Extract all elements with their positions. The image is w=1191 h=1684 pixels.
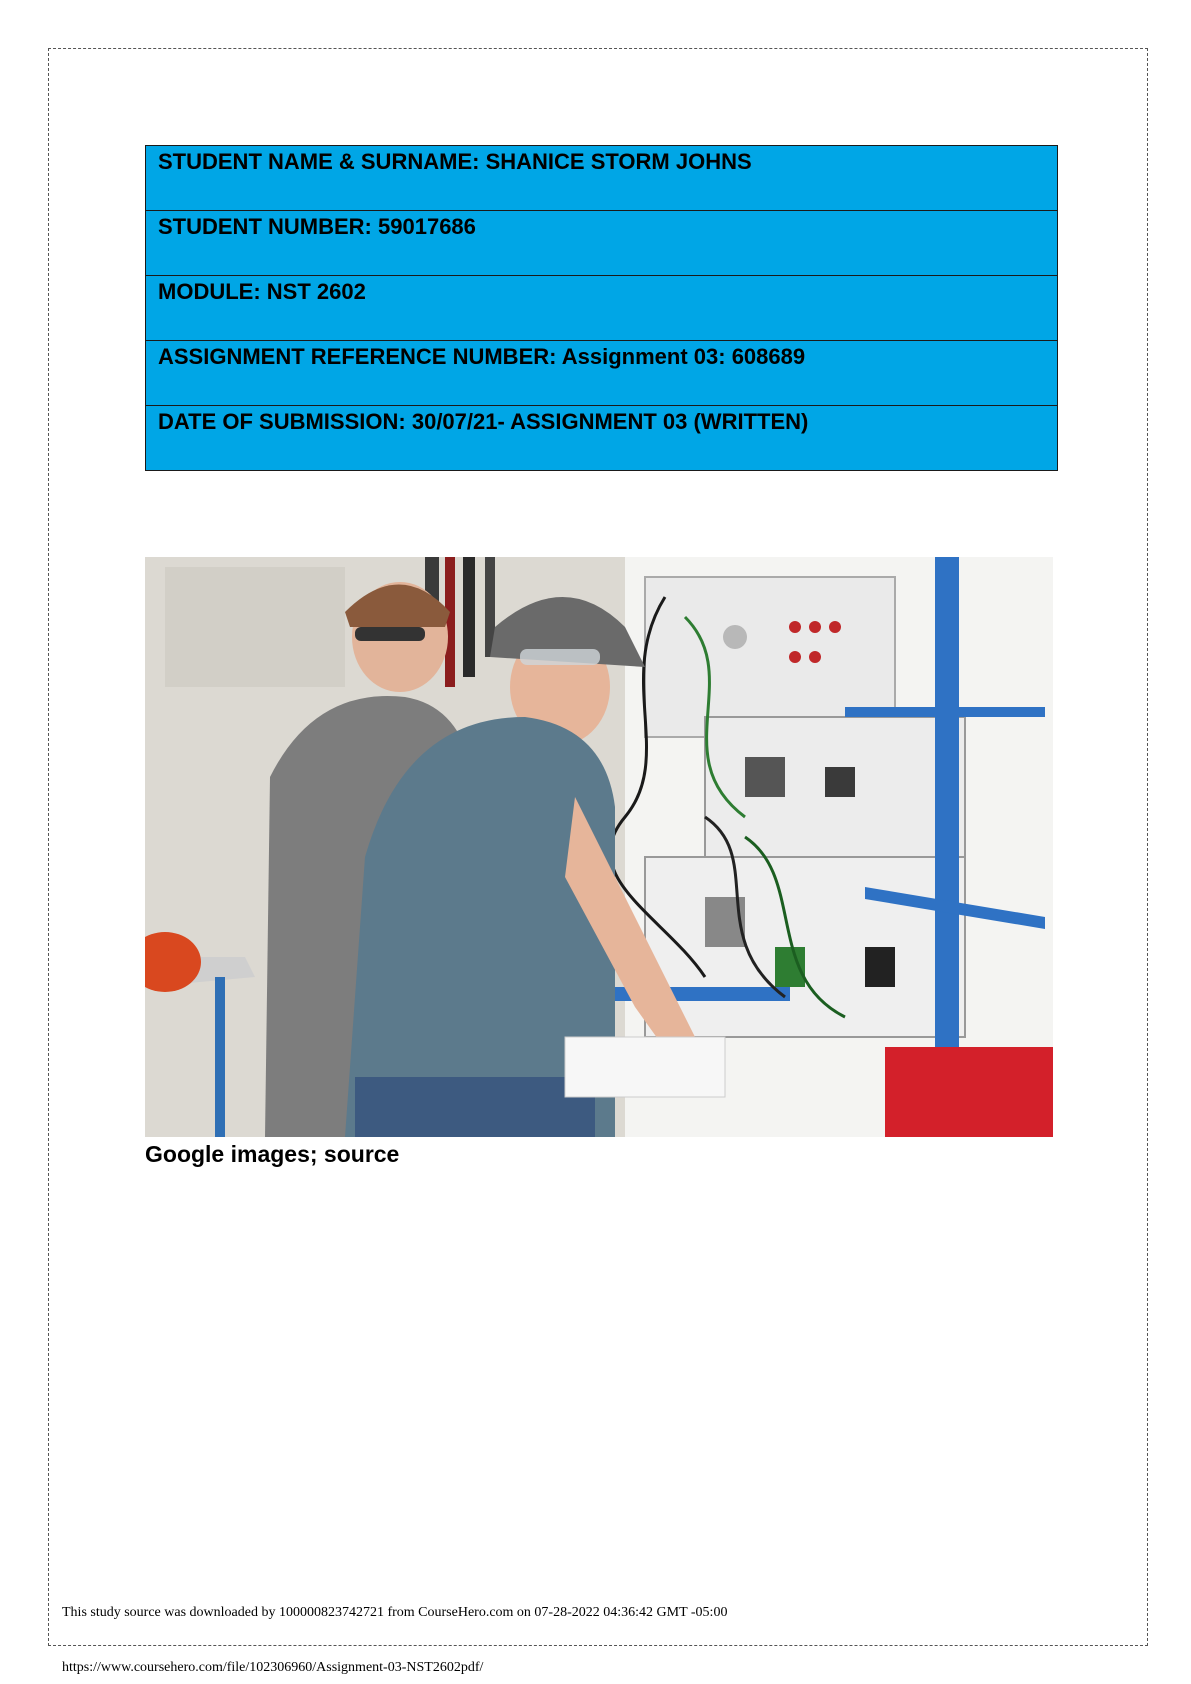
info-cell: [146, 276, 1058, 341]
assignment-reference-label: ASSIGNMENT REFERENCE NUMBER:: [158, 344, 557, 369]
student-info-table: [145, 145, 1058, 471]
info-cell: [146, 406, 1058, 471]
info-cell: [146, 341, 1058, 406]
info-row-student-number: [146, 211, 1058, 276]
student-name-label: STUDENT NAME & SURNAME:: [158, 149, 480, 174]
student-number-value: 59017686: [378, 214, 476, 239]
info-row-assignment-reference: [146, 341, 1058, 406]
info-row-module: [146, 276, 1058, 341]
submission-date-value: 30/07/21- ASSIGNMENT 03 (WRITTEN): [411, 409, 809, 434]
module-value: NST 2602: [266, 279, 366, 304]
student-name-value: SHANICE STORM JOHNS: [485, 149, 752, 174]
download-notice: This study source was downloaded by 100000823742721 from CourseHero.com on 07-28-2022 04:36:42 GMT -05:00: [62, 1605, 728, 1620]
info-cell: [146, 211, 1058, 276]
lab-photo: [145, 557, 1053, 1137]
info-cell: [146, 146, 1058, 211]
student-number-label: STUDENT NUMBER:: [158, 214, 372, 239]
module-label: MODULE:: [158, 279, 261, 304]
assignment-reference-value: Assignment 03: 608689: [561, 344, 806, 369]
photo-caption: Google images; source: [145, 1141, 400, 1167]
info-row-date-of-submission: [146, 406, 1058, 471]
submission-date-label: DATE OF SUBMISSION:: [158, 409, 406, 434]
info-row-student-name: [146, 146, 1058, 211]
source-url-link[interactable]: https://www.coursehero.com/file/102306960/Assignment-03-NST2602pdf/: [62, 1660, 484, 1675]
